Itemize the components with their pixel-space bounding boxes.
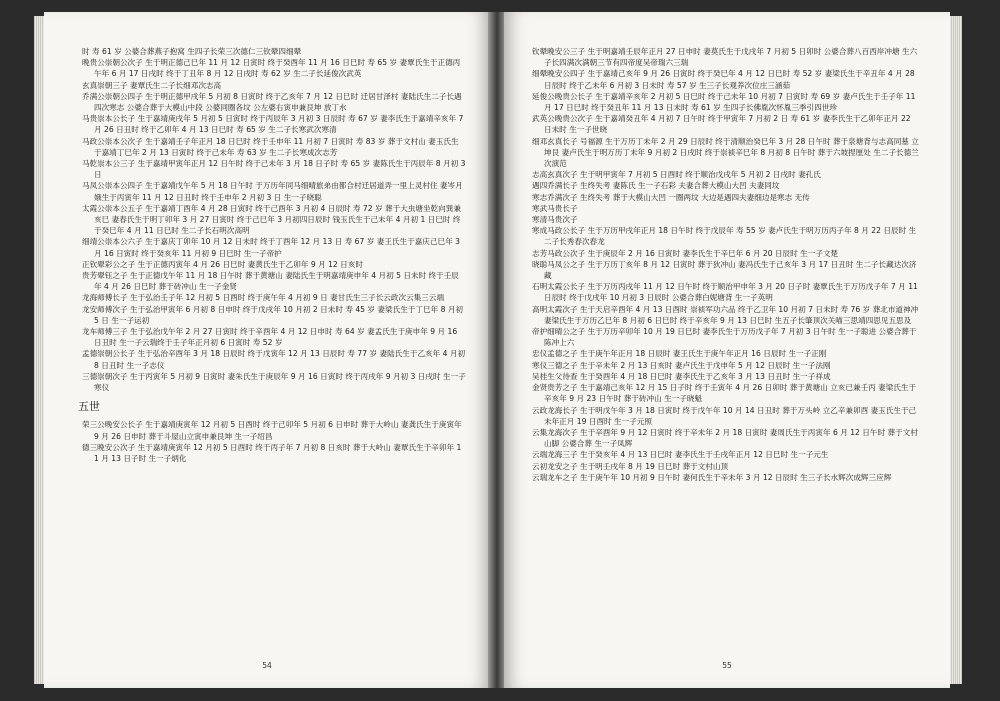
genealogy-entry: [82, 136, 466, 158]
genealogy-entry-text: 细邓玄真长子 号福源 生于万历丁未年 2 月 29 日辰时 终于清顺治癸巳年 3 月 28 日午时 葬于泉塘背与志高同墓 立坤艮 妻卢氏生于明万历丁未年 9 月初 2 日戌时 终于崇祯辛巳年 8 月初 8 日午时 葬于六坡捏厘处 生二子长德兰次演范: [532, 136, 919, 169]
genealogy-entry: [82, 113, 466, 135]
genealogy-entry: [82, 236, 466, 258]
genealogy-entry: [82, 304, 466, 326]
genealogy-entry-text: 太霞公崇本公五子 生于嘉靖丁酉年 4 月 28 日寅时 终于己酉年 3 月初 4 日辰时 寿 72 岁 葬于大虫塘坐乾向巽兼亥巳 妻春氏生于明丁卯年 3 月 27 日寅时 终于己巳年 3 月初四日辰时 钱玉氏生于己未年 4 月初 1 日巳时 终于癸巳年 4 月 11 日巳时 生二子长石明次高明: [82, 203, 461, 236]
genealogy-entry-text: 金贤贵芳之子 生于嘉靖己亥年 12 月 15 日子时 终于壬寅年 4 月 26 日卯时 葬于黄塘山 立亥已兼壬丙 妻梁氏生于辛亥年 9 月 23 日午时 葬于砖冲山 生一子晓魁: [532, 383, 917, 404]
genealogy-entry: [532, 326, 920, 348]
genealogy-entry-text: 贵芳翚钰之子 生于正德戊午年 11 月 18 日午时 葬于黄塘山 妻陆氏生于明嘉靖庚申年 4 月初 5 日未时 终于壬辰年 4 月 26 日巳时 葬于砖冲山 生一子金贤: [82, 271, 459, 292]
genealogy-entry: [532, 472, 920, 483]
genealogy-entry-text: 龙车师傅三子 生于弘治戊午年 2 月 27 日寅时 终于辛酉年 4 月 12 日申时 寿 64 岁 妻孟氏生于庚申年 9 月 16 日丑时 生一子云瑞终于壬子年正月初 6 日寅时 寿 52 岁: [82, 327, 458, 348]
genealogy-entry-text: 荣三公晚安公长子 生于嘉靖庚寅年 12 月初 5 日酉时 终于己卯年 5 月初 6 日申时 葬于大岭山 妻龚氏生于庚寅年 9 月 26 日申时 葬于斗屋山立寅申兼艮坤 生一子绍昌: [82, 420, 462, 441]
genealogy-entry: [532, 91, 920, 113]
left-page: [44, 12, 490, 688]
genealogy-entry: [532, 371, 920, 382]
genealogy-entry-text: 寒志乔满次子 生终失考 葬于大模山大凹 一圈两坟 大边是遇四夫妻细边是寒志 无传: [532, 192, 810, 202]
genealogy-entry: [532, 214, 920, 225]
genealogy-entry-text: 马政公崇本公次子 生于嘉靖壬子年正月 18 日巳时 终于壬申年 11 月初 7 日寅时 寿 83 岁 葬于文村山 妻玉氏生于嘉靖丁巳年 2 月 13 日寅时 终于己未年 寿 63 岁 生二子长寒成次志芳: [82, 136, 459, 157]
genealogy-entry-text: 石明太霞公长子 生于万历丙戌年 11 月 12 日午时 终于顺治甲申年 3 月 20 日子时 妻覃氏生于万历戊子年 7 月 11 日辰时 终于戊戌年 10 月初 3 日辰时 公婆合葬白妮塘背 生一子英明: [532, 282, 918, 303]
genealogy-entry-text: 遇四乔满长子 生终失考 妻陈氏 生一子石彩 夫妻合葬大模山大凹 夫妻同坟: [532, 181, 780, 191]
genealogy-entry: [82, 180, 466, 202]
genealogy-entry: [82, 270, 466, 292]
genealogy-entry: [82, 46, 466, 57]
genealogy-entry: [82, 259, 466, 270]
genealogy-entry-text: 寒仪三德之子 生于辛未年 2 月 13 日亥时 妻卢氏生于戊申年 5 月 12 日辰时 生一子法刚: [532, 360, 831, 370]
left-page-edges: [34, 16, 44, 684]
genealogy-entry: [532, 348, 920, 359]
genealogy-entry-text: 正钦翚彩公之子 生于正德丙寅年 4 月 26 日巳时 妻黄氏生于乙卯年 9 月 12 日亥时: [82, 259, 363, 269]
genealogy-entry: [532, 405, 920, 427]
genealogy-entry-text: 吴桂生父待查 生于癸酉年 4 月 18 日巳时 妻李氏生于乙亥年 3 月 13 日丑时 生一子祥成: [532, 371, 831, 381]
left-page-number: 54: [262, 661, 272, 670]
genealogy-entry: [82, 348, 466, 370]
genealogy-entry-text: 帝护细晴公之子 生于万历辛卯年 10 月 19 日巳时 妻李氏生于万历戊子年 7 月初 3 日午时 生一子聪进 公婆合葬于陈冲上六: [532, 327, 917, 348]
genealogy-entry: [532, 113, 920, 135]
genealogy-entry: [532, 248, 920, 259]
genealogy-entry: [532, 304, 920, 326]
genealogy-entry-text: 晚贵公崇朝公次子 生于明正德己巳年 11 月 12 日寅时 终于癸酉年 11 月 16 日巳时 寿 65 岁 妻覃氏生于正德丙午年 6 月 17 日戌时 终于丁丑年 8 月 12 日戌时 寿 62 岁 生二子长延俊次武英: [82, 58, 461, 79]
genealogy-entry: [532, 427, 920, 449]
right-page: [504, 12, 950, 688]
left-entries-before: [82, 46, 466, 393]
genealogy-entry-text: 志高玄真次子 生于明甲寅年 7 月初 5 日酉时 终于顺治戊戌年 5 月初 2 日戌时 妻孔氏: [532, 170, 821, 180]
genealogy-entry: [82, 371, 466, 393]
right-page-number: 55: [722, 661, 732, 670]
left-entries-after: [82, 419, 466, 464]
genealogy-entry: [82, 442, 466, 464]
section-title: 五世: [78, 400, 100, 414]
genealogy-entry: [532, 46, 920, 68]
genealogy-entry-text: 云政龙海长子 生于明戊午年 3 月 18 日寅时 终于戊午年 10 月 14 日丑时 葬于万头岭 立乙辛兼卯酉 妻玉氏生于己未年正月 19 日酉时 生一子元照: [532, 405, 917, 426]
genealogy-entry-text: 忠仪孟德之子 生于庚午年正月 18 日辰时 妻王氏生于庚午年正月 16 日辰时 生一子正刚: [532, 349, 827, 359]
genealogy-entry: [532, 192, 920, 203]
genealogy-entry-text: 马贵崇本公长子 生于嘉靖庚戌年 5 月初 5 日寅时 终于丙辰年 3 月初 3 日辰时 寿 67 岁 妻李氏生于嘉靖辛亥年 7 月 26 日丑时 终于乙卯年 4 月 13 日巳时 寿 65 岁 生二子长寒武次寒清: [82, 114, 464, 135]
genealogy-entry: [532, 281, 920, 303]
genealogy-entry: [82, 158, 466, 180]
genealogy-entry-text: 细翚晚安公四子 生于嘉靖己亥年 9 月 26 日寅时 终于癸巳年 4 月 12 日巳时 寿 52 岁 妻梁氏生于辛丑年 4 月 28 日辰时 终于乙未年 6 月初 3 日未时 寿 57 岁 生三子长观养次位庄三涵茹: [532, 69, 915, 90]
right-page-edges: [950, 16, 962, 684]
genealogy-entry-text: 晓聪马凤公之子 生于万历丁亥年 8 月 12 日寅时 葬于狄冲山 妻冯氏生于己亥年 3 月 17 日丑时 生二子长藏达次济藏: [532, 259, 917, 281]
genealogy-entry: [82, 80, 466, 91]
genealogy-entry-text: 寒武马贵长子: [532, 203, 578, 213]
genealogy-entry-text: 时 寿 61 岁 公婆合葬燕子抱窝 生四子长荣三次德仁三钦翚四细翚: [82, 47, 302, 56]
genealogy-entry: [82, 57, 466, 79]
genealogy-entry: [532, 449, 920, 460]
genealogy-entry: [82, 203, 466, 237]
genealogy-entry: [532, 203, 920, 214]
genealogy-entry-text: 云瑞龙车之子 生于庚午年 10 月初 9 日午时 妻何氏生于辛未年 3 月 12 日辰时 生三子长水辉次成辉三应辉: [532, 472, 892, 482]
genealogy-entry: [532, 360, 920, 371]
genealogy-entry-text: 高明太霞次子 生于天启辛酉年 4 月 13 日酉时 崇祯军功六品 终于乙卫年 10 月初 7 日未时 寿 76 岁 葬北市道神冲 妻梁氏生于万历乙巳年 8 月初 6 日巳时 终于辛亥年 9 月 13 日巳时 生五子长肇顶次关喵三思靖四思见五思及: [532, 304, 919, 325]
genealogy-entry: [82, 91, 466, 113]
genealogy-entry-text: 乔满公崇朝公四子 生于明正德甲戌年 5 月初 8 日寅时 终于乙亥年 7 月 12 日巳时 迁居甘泽村 妻陆氏生二子长遇四次寒志 公婆合葬于大模山中段 公婆同圈各坟 公左婆右寅申兼艮坤 放丁水: [82, 91, 462, 113]
genealogy-entry-text: 龙海师傅长子 生于弘治壬子年 12 月初 5 日酉时 终于庚午年 4 月初 9 日 妻甘氏生三子长云政次云集三云端: [82, 293, 445, 303]
genealogy-entry-text: 云初龙安之子 生于明壬戌年 8 月 19 日巳时 葬于文村山顶: [532, 461, 729, 471]
genealogy-entry-text: 云集龙海次子 生于辛酉年 9 月 12 日寅时 终于辛未年 2 月 18 日寅时 妻周氏生于丙寅年 6 月 12 日午时 葬于文村山脚 公婆合葬 生一子凤辉: [532, 427, 918, 449]
genealogy-entry-text: 细靖公崇本公六子 生于嘉庆丁卯年 10 月 12 日未时 终于丁酉年 12 月 13 日 寿 67 岁 妻王氏生于嘉庆己巳年 3 月 16 日寅时 终于癸亥年 11 月初 9 日巳时 生一子帝护: [82, 237, 460, 258]
genealogy-entry-text: 延俊公晚贵公长子 生于嘉靖辛亥年 2 月初 5 日巳时 终于己未年 10 月初 7 日寅时 寿 69 岁 妻卢氏生于壬子年 11 月 17 日巳时 终于癸丑年 11 月 13 日未时 寿 61 岁 生四子长佛胤次怀胤三季引四世珍: [532, 91, 916, 113]
right-entries: [532, 46, 920, 483]
genealogy-entry: [532, 136, 920, 170]
genealogy-entry-text: 三德崇朝次子 生于丙寅年 5 月初 9 日寅时 妻朱氏生于庚辰年 9 月 16 日寅时 终于丙戌年 9 月初 3 日戌时 生一子寒仪: [82, 371, 466, 393]
genealogy-entry: [532, 169, 920, 180]
genealogy-entry-text: 马凤公崇本公四子 生于嘉靖戊午年 5 月 18 日午时 于万历年同马细晴旅弟由都合村迁居道弄一里上灵村住 妻岑月娥生于丙寅年 11 月 12 日丑时 终于壬申年 2 月初 3 日 生一子晓聪: [82, 181, 463, 202]
genealogy-entry-text: 玄真崇朝三子 妻覃氏生二子长细邓次志高: [82, 80, 222, 90]
genealogy-entry: [532, 225, 920, 247]
genealogy-entry-text: 钦翚晚安公三子 生于明嘉靖壬辰年正月 27 日申时 妻莫氏生于戊戌年 7 月初 5 日卯时 公婆合葬八百西岸冲塘 生六子长四满次满朝三节有四帝度吴帝瑞六三瑞: [532, 47, 918, 68]
genealogy-entry-text: 孟德崇朝公长子 生于弘治辛酉年 3 月 18 日辰时 终于戊寅年 12 月 13 日辰时 寿 77 岁 妻陆氏生于乙亥年 4 月初 8 日丑时 生一子志仪: [82, 349, 466, 370]
genealogy-entry: [82, 419, 466, 441]
genealogy-entry: [532, 259, 920, 281]
genealogy-entry-text: 马乾崇本公三子 生于嘉靖甲寅年正月 12 日午时 终于己未年 3 月 18 日子时 寿 65 岁 妻陈氏生于丙辰年 8 月初 3 日: [82, 159, 466, 180]
genealogy-entry-text: 武英公晚贵公次子 生于嘉靖癸丑年 4 月初 7 日午时 终于甲寅年 7 月初 2 日 寿 61 岁 妻李氏生于乙卯年正月 22 日未时 生一子世晓: [532, 114, 911, 135]
genealogy-entry: [532, 461, 920, 472]
genealogy-entry: [82, 326, 466, 348]
genealogy-entry-text: 云端龙海三子 生于癸亥年 4 月 13 日巳时 妻李氏生于壬戌年正月 12 日巳时 生一子元生: [532, 450, 829, 460]
genealogy-entry: [532, 382, 920, 404]
genealogy-entry-text: 寒成马政公长子 生于万历甲戌年正月 18 日午时 终于戊辰年 寿 55 岁 妻卢氏生于明万历丙子年 8 月 22 日辰时 生二子长秀春次春龙: [532, 226, 917, 247]
genealogy-entry: [82, 292, 466, 303]
genealogy-entry: [532, 68, 920, 90]
genealogy-entry: [532, 180, 920, 191]
genealogy-entry-text: 龙安师傅次子 生于弘治甲寅年 6 月初 8 日申时 终于戊戌年 10 月初 2 日未时 寿 45 岁 妻梁氏生于丁巳年 8 月初 5 日 生一子运初: [82, 304, 464, 325]
genealogy-entry-text: 德三晚安公次子 生于嘉靖庚寅年 12 月初 5 日酉时 终于丙子年 7 月初 8 日亥时 葬于大岭山 妻覃氏生于辛卯年 11 月 13 日子时 生一子炳化: [82, 442, 462, 463]
genealogy-entry-text: 志芳马政公次子 生于庚辰年 2 月 16 日寅时 妻李氏生于辛巳年 6 月 20 日辰时 生一子文楚: [532, 248, 839, 258]
genealogy-entry-text: 寒清马贵次子: [532, 215, 578, 225]
